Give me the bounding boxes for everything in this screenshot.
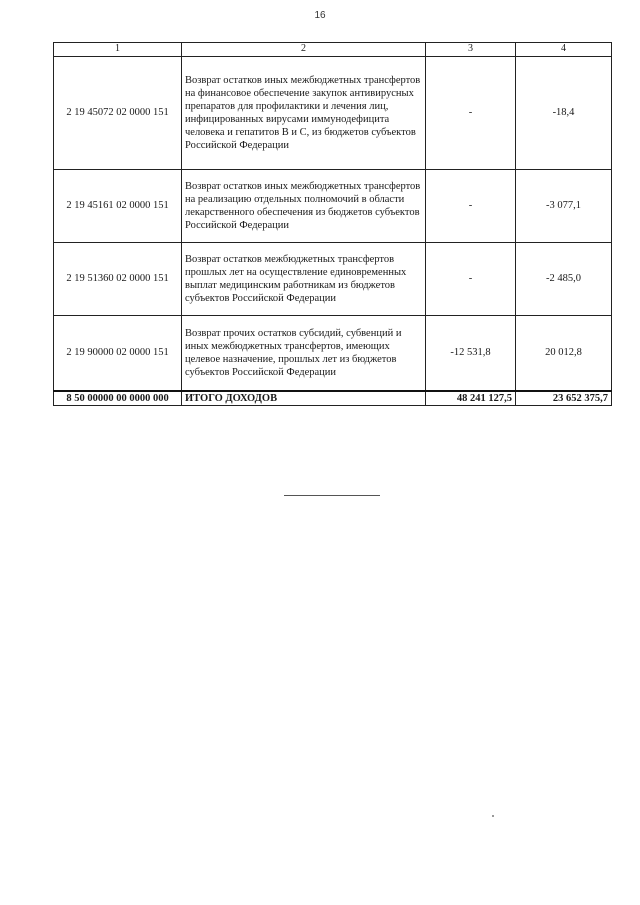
row-description: Возврат прочих остатков субсидий, субвенций и иных межбюджетных трансфертов, имеющих целевое назначение, прошлых лет из бюджетов субъектов Российской Федерации [182, 316, 426, 392]
column-header-3: 3 [426, 43, 516, 57]
value-col3: - [426, 57, 516, 170]
scan-speck [492, 815, 494, 817]
budget-code: 2 19 45072 02 0000 151 [54, 57, 182, 170]
total-row [54, 391, 612, 406]
end-divider-line [284, 495, 380, 496]
row-description: Возврат остатков иных межбюджетных трансфертов на реализацию отдельных полномочий в области лекарственного обеспечения из бюджетов субъектов Российской Федерации [182, 170, 426, 243]
row-description: Возврат остатков межбюджетных трансфертов прошлых лет на осуществление единовременных выплат медицинским работникам из бюджетов субъектов Российской Федерации [182, 243, 426, 316]
table-row [54, 170, 612, 243]
value-col3: - [426, 243, 516, 316]
value-col4: 20 012,8 [516, 316, 612, 392]
table-header [54, 43, 612, 57]
revenue-table [53, 42, 612, 406]
total-label: ИТОГО ДОХОДОВ [182, 391, 426, 406]
value-col4: -18,4 [516, 57, 612, 170]
value-col4: -2 485,0 [516, 243, 612, 316]
page-number: 16 [314, 10, 326, 21]
header-row [54, 43, 612, 57]
column-header-2: 2 [182, 43, 426, 57]
total-col3: 48 241 127,5 [426, 391, 516, 406]
table-row [54, 316, 612, 392]
total-code: 8 50 00000 00 0000 000 [54, 391, 182, 406]
value-col3: -12 531,8 [426, 316, 516, 392]
budget-code: 2 19 90000 02 0000 151 [54, 316, 182, 392]
budget-code: 2 19 45161 02 0000 151 [54, 170, 182, 243]
table-row [54, 57, 612, 170]
column-header-4: 4 [516, 43, 612, 57]
budget-code: 2 19 51360 02 0000 151 [54, 243, 182, 316]
table-body [54, 57, 612, 406]
row-description: Возврат остатков иных межбюджетных трансфертов на финансовое обеспечение закупок антивирусных препаратов для профилактики и лечения лиц, инфицированных вирусами иммунодефицита человека и гепатитов В и С, из бюджетов субъектов Российской Федерации [182, 57, 426, 170]
column-header-1: 1 [54, 43, 182, 57]
table-row [54, 243, 612, 316]
total-col4: 23 652 375,7 [516, 391, 612, 406]
value-col4: -3 077,1 [516, 170, 612, 243]
value-col3: - [426, 170, 516, 243]
